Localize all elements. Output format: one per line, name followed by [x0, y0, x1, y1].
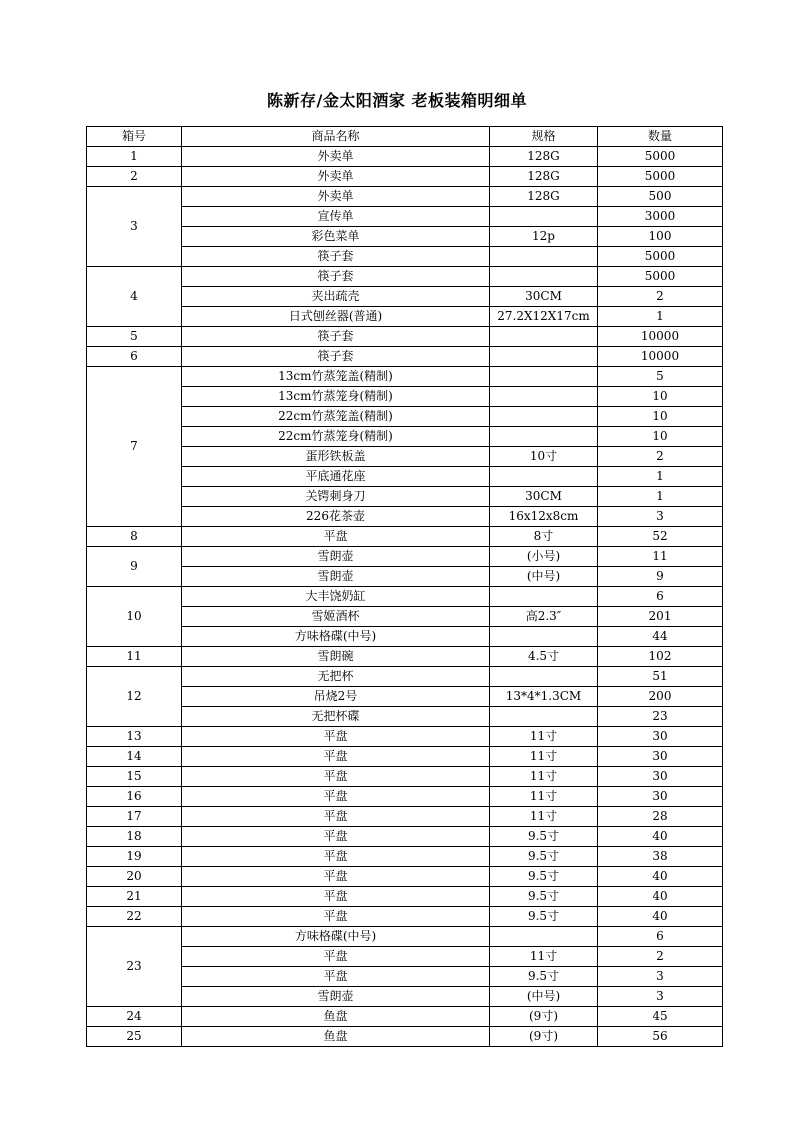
quantity-cell: 56	[598, 1027, 723, 1047]
box-number-cell: 17	[87, 807, 182, 827]
quantity-cell: 1	[598, 307, 723, 327]
box-number-cell: 3	[87, 187, 182, 267]
table-row	[87, 187, 723, 207]
product-name-cell: 关锷刺身刀	[182, 487, 490, 507]
header-product-name: 商品名称	[182, 127, 490, 147]
quantity-cell: 30	[598, 727, 723, 747]
spec-cell	[490, 707, 598, 727]
table-row	[87, 567, 723, 587]
table-row	[87, 907, 723, 927]
quantity-cell: 1	[598, 467, 723, 487]
spec-cell: 27.2X12X17cm	[490, 307, 598, 327]
product-name-cell: 方味格碟(中号)	[182, 627, 490, 647]
table-row	[87, 447, 723, 467]
spec-cell: 11寸	[490, 727, 598, 747]
table-row	[87, 867, 723, 887]
spec-cell: 128G	[490, 187, 598, 207]
quantity-cell: 5000	[598, 167, 723, 187]
table-row	[87, 967, 723, 987]
product-name-cell: 平盘	[182, 867, 490, 887]
spec-cell	[490, 327, 598, 347]
box-number-cell: 7	[87, 367, 182, 527]
quantity-cell: 30	[598, 767, 723, 787]
table-row	[87, 827, 723, 847]
table-row	[87, 727, 723, 747]
spec-cell	[490, 587, 598, 607]
table-row	[87, 367, 723, 387]
table-row	[87, 347, 723, 367]
product-name-cell: 筷子套	[182, 267, 490, 287]
spec-cell: 9.5寸	[490, 847, 598, 867]
table-row	[87, 547, 723, 567]
box-number-cell: 6	[87, 347, 182, 367]
spec-cell	[490, 627, 598, 647]
quantity-cell: 3	[598, 507, 723, 527]
box-number-cell: 12	[87, 667, 182, 727]
spec-cell	[490, 387, 598, 407]
table-body	[87, 147, 723, 1047]
quantity-cell: 100	[598, 227, 723, 247]
product-name-cell: 大丰饶奶缸	[182, 587, 490, 607]
quantity-cell: 40	[598, 827, 723, 847]
box-number-cell: 9	[87, 547, 182, 587]
box-number-cell: 18	[87, 827, 182, 847]
spec-cell: (9寸)	[490, 1027, 598, 1047]
spec-cell: 11寸	[490, 767, 598, 787]
header-row	[87, 127, 723, 147]
product-name-cell: 平盘	[182, 787, 490, 807]
quantity-cell: 201	[598, 607, 723, 627]
spec-cell: 13*4*1.3CM	[490, 687, 598, 707]
table-row	[87, 987, 723, 1007]
quantity-cell: 2	[598, 287, 723, 307]
quantity-cell: 30	[598, 747, 723, 767]
table-row	[87, 147, 723, 167]
spec-cell	[490, 247, 598, 267]
product-name-cell: 彩色菜单	[182, 227, 490, 247]
box-number-cell: 13	[87, 727, 182, 747]
box-number-cell: 8	[87, 527, 182, 547]
spec-cell	[490, 407, 598, 427]
spec-cell: 11寸	[490, 787, 598, 807]
box-number-cell: 19	[87, 847, 182, 867]
product-name-cell: 平盘	[182, 807, 490, 827]
spec-cell: 11寸	[490, 747, 598, 767]
product-name-cell: 13cm竹蒸笼身(精制)	[182, 387, 490, 407]
quantity-cell: 9	[598, 567, 723, 587]
product-name-cell: 筷子套	[182, 327, 490, 347]
quantity-cell: 30	[598, 787, 723, 807]
table-row	[87, 487, 723, 507]
product-name-cell: 平盘	[182, 827, 490, 847]
quantity-cell: 5000	[598, 247, 723, 267]
table-row	[87, 267, 723, 287]
table-row	[87, 307, 723, 327]
table-row	[87, 787, 723, 807]
spec-cell: 12p	[490, 227, 598, 247]
product-name-cell: 筷子套	[182, 347, 490, 367]
quantity-cell: 6	[598, 587, 723, 607]
spec-cell: 9.5寸	[490, 967, 598, 987]
quantity-cell: 10000	[598, 327, 723, 347]
table-row	[87, 587, 723, 607]
product-name-cell: 吊烧2号	[182, 687, 490, 707]
spec-cell: 16x12x8cm	[490, 507, 598, 527]
table-row	[87, 627, 723, 647]
table-row	[87, 387, 723, 407]
quantity-cell: 200	[598, 687, 723, 707]
table-row	[87, 667, 723, 687]
spec-cell	[490, 427, 598, 447]
product-name-cell: 方味格碟(中号)	[182, 927, 490, 947]
spec-cell	[490, 207, 598, 227]
quantity-cell: 38	[598, 847, 723, 867]
table-row	[87, 687, 723, 707]
product-name-cell: 平盘	[182, 847, 490, 867]
product-name-cell: 平盘	[182, 887, 490, 907]
quantity-cell: 5000	[598, 267, 723, 287]
box-number-cell: 25	[87, 1027, 182, 1047]
spec-cell: 30CM	[490, 287, 598, 307]
page-title: 陈新存/金太阳酒家 老板装箱明细单	[267, 91, 527, 110]
box-number-cell: 23	[87, 927, 182, 1007]
table-row	[87, 707, 723, 727]
spec-cell: (中号)	[490, 987, 598, 1007]
packing-list-table	[86, 126, 723, 1047]
box-number-cell: 15	[87, 767, 182, 787]
quantity-cell: 3	[598, 967, 723, 987]
table-row	[87, 247, 723, 267]
quantity-cell: 23	[598, 707, 723, 727]
quantity-cell: 500	[598, 187, 723, 207]
quantity-cell: 102	[598, 647, 723, 667]
table-row	[87, 647, 723, 667]
spec-cell: 4.5寸	[490, 647, 598, 667]
quantity-cell: 2	[598, 447, 723, 467]
quantity-cell: 52	[598, 527, 723, 547]
table-row	[87, 227, 723, 247]
spec-cell: 30CM	[490, 487, 598, 507]
product-name-cell: 无把杯碟	[182, 707, 490, 727]
product-name-cell: 13cm竹蒸笼盖(精制)	[182, 367, 490, 387]
box-number-cell: 22	[87, 907, 182, 927]
spec-cell	[490, 467, 598, 487]
table-row	[87, 887, 723, 907]
table-row	[87, 607, 723, 627]
table-row	[87, 407, 723, 427]
spec-cell: 10寸	[490, 447, 598, 467]
box-number-cell: 24	[87, 1007, 182, 1027]
table-row	[87, 507, 723, 527]
box-number-cell: 20	[87, 867, 182, 887]
spec-cell: 高2.3″	[490, 607, 598, 627]
product-name-cell: 鱼盘	[182, 1027, 490, 1047]
spec-cell	[490, 667, 598, 687]
quantity-cell: 40	[598, 907, 723, 927]
table-row	[87, 747, 723, 767]
header-quantity: 数量	[598, 127, 723, 147]
quantity-cell: 5000	[598, 147, 723, 167]
box-number-cell: 10	[87, 587, 182, 647]
product-name-cell: 226花茶壶	[182, 507, 490, 527]
table-row	[87, 927, 723, 947]
box-number-cell: 11	[87, 647, 182, 667]
spec-cell	[490, 367, 598, 387]
product-name-cell: 平盘	[182, 727, 490, 747]
box-number-cell: 4	[87, 267, 182, 327]
spec-cell: (小号)	[490, 547, 598, 567]
product-name-cell: 夹出疏壳	[182, 287, 490, 307]
quantity-cell: 40	[598, 867, 723, 887]
product-name-cell: 22cm竹蒸笼身(精制)	[182, 427, 490, 447]
quantity-cell: 3	[598, 987, 723, 1007]
box-number-cell: 5	[87, 327, 182, 347]
product-name-cell: 无把杯	[182, 667, 490, 687]
table-row	[87, 527, 723, 547]
spec-cell: 9.5寸	[490, 827, 598, 847]
quantity-cell: 1	[598, 487, 723, 507]
product-name-cell: 雪朗壶	[182, 987, 490, 1007]
quantity-cell: 10	[598, 407, 723, 427]
table-row	[87, 167, 723, 187]
spec-cell: 11寸	[490, 807, 598, 827]
product-name-cell: 日式刨丝器(普通)	[182, 307, 490, 327]
spec-cell: 128G	[490, 147, 598, 167]
quantity-cell: 10	[598, 387, 723, 407]
quantity-cell: 44	[598, 627, 723, 647]
product-name-cell: 鱼盘	[182, 1007, 490, 1027]
quantity-cell: 2	[598, 947, 723, 967]
table-row	[87, 427, 723, 447]
product-name-cell: 外卖单	[182, 167, 490, 187]
quantity-cell: 45	[598, 1007, 723, 1027]
product-name-cell: 蛋形铁板盖	[182, 447, 490, 467]
header-spec: 规格	[490, 127, 598, 147]
product-name-cell: 平盘	[182, 947, 490, 967]
spec-cell: (中号)	[490, 567, 598, 587]
product-name-cell: 雪朗壶	[182, 547, 490, 567]
spec-cell: 8寸	[490, 527, 598, 547]
spec-cell	[490, 927, 598, 947]
quantity-cell: 10	[598, 427, 723, 447]
spec-cell: (9寸)	[490, 1007, 598, 1027]
box-number-cell: 14	[87, 747, 182, 767]
spec-cell: 9.5寸	[490, 887, 598, 907]
product-name-cell: 平盘	[182, 907, 490, 927]
table-header	[87, 127, 723, 147]
quantity-cell: 51	[598, 667, 723, 687]
product-name-cell: 平底通花座	[182, 467, 490, 487]
spec-cell	[490, 267, 598, 287]
product-name-cell: 外卖单	[182, 147, 490, 167]
header-box-no: 箱号	[87, 127, 182, 147]
product-name-cell: 筷子套	[182, 247, 490, 267]
table-row	[87, 1007, 723, 1027]
product-name-cell: 22cm竹蒸笼盖(精制)	[182, 407, 490, 427]
spec-cell	[490, 347, 598, 367]
quantity-cell: 10000	[598, 347, 723, 367]
table-row	[87, 287, 723, 307]
quantity-cell: 5	[598, 367, 723, 387]
quantity-cell: 40	[598, 887, 723, 907]
product-name-cell: 雪朗碗	[182, 647, 490, 667]
product-name-cell: 宣传单	[182, 207, 490, 227]
product-name-cell: 外卖单	[182, 187, 490, 207]
table-row	[87, 467, 723, 487]
box-number-cell: 16	[87, 787, 182, 807]
product-name-cell: 平盘	[182, 527, 490, 547]
product-name-cell: 平盘	[182, 767, 490, 787]
table-row	[87, 807, 723, 827]
box-number-cell: 1	[87, 147, 182, 167]
table-row	[87, 327, 723, 347]
product-name-cell: 雪朗壶	[182, 567, 490, 587]
quantity-cell: 28	[598, 807, 723, 827]
box-number-cell: 2	[87, 167, 182, 187]
spec-cell: 11寸	[490, 947, 598, 967]
quantity-cell: 11	[598, 547, 723, 567]
product-name-cell: 雪姬酒杯	[182, 607, 490, 627]
spec-cell: 9.5寸	[490, 867, 598, 887]
table-row	[87, 947, 723, 967]
table-row	[87, 207, 723, 227]
quantity-cell: 3000	[598, 207, 723, 227]
quantity-cell: 6	[598, 927, 723, 947]
table-row	[87, 847, 723, 867]
box-number-cell: 21	[87, 887, 182, 907]
spec-cell: 128G	[490, 167, 598, 187]
product-name-cell: 平盘	[182, 747, 490, 767]
spec-cell: 9.5寸	[490, 907, 598, 927]
table-row	[87, 1027, 723, 1047]
table-row	[87, 767, 723, 787]
product-name-cell: 平盘	[182, 967, 490, 987]
